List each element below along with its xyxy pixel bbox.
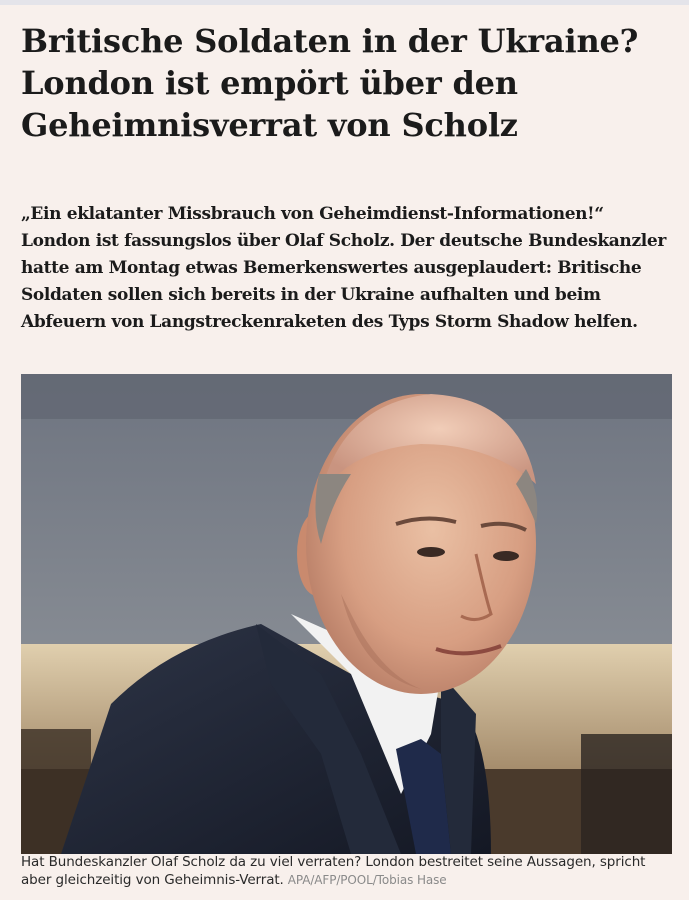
article-headline: Britische Soldaten in der Ukraine? London ist empört über den Geheimnisverrat von Scholz xyxy=(21,22,639,144)
caption-text: Hat Bundeskanzler Olaf Scholz da zu viel verraten? London bestreitet seine Aussagen, spricht aber gleichzeitig von Geheimnis-Verrat. xyxy=(21,854,646,888)
top-bar xyxy=(0,0,689,5)
article-photo[interactable] xyxy=(21,374,672,854)
article-lead: „Ein eklatanter Missbrauch von Geheimdienst-Informationen!“ London ist fassungslos über Olaf Scholz. Der deutsche Bundeskanzler hatte am Montag etwas Bemerkenswertes ausgeplaudert: Britische Soldaten sollen sich bereits in der Ukraine aufhalten und beim Abfeuern von Langstreckenraketen des Typs Storm Shadow helfen. xyxy=(21,204,666,332)
photo-credit: APA/AFP/POOL/Tobias Hase xyxy=(287,873,447,887)
photo-caption xyxy=(21,853,676,889)
